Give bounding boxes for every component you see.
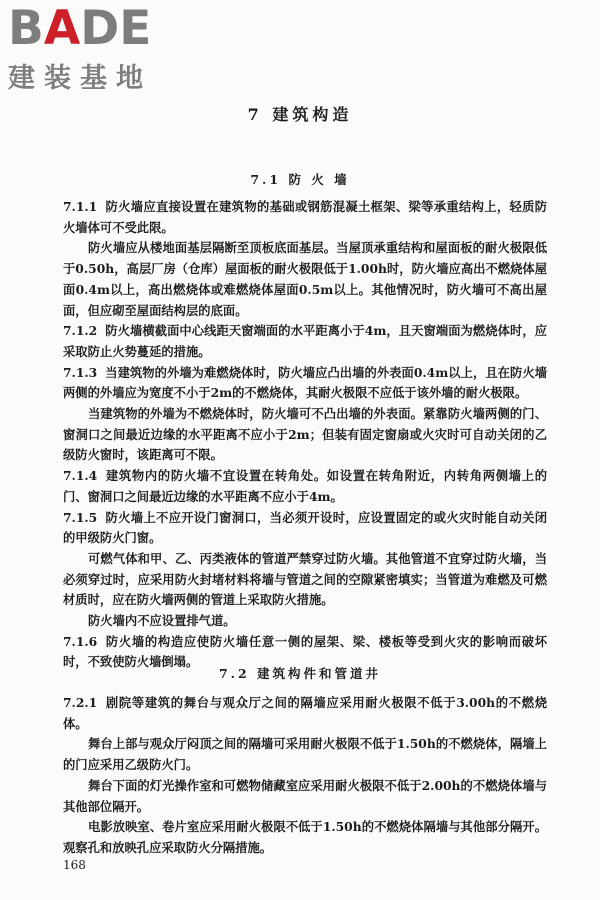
- section-7-1-body: [63, 197, 547, 673]
- chapter-title: 7 建筑构造: [247, 105, 353, 124]
- section-title-7-2: 7.2 建筑构件和管道井: [218, 666, 382, 681]
- paragraph: 防火墙应从楼地面基层隔断至顶板底面基层。当屋顶承重结构和屋面板的耐火极限低于0.50h，高层厂房（仓库）屋面板的耐火极限低于1.00h时，防火墙应高出不燃烧体屋面0.4m以上，高出燃烧体或难燃烧体屋面0.5m以上。其他情况时，防火墙可不高出屋面，但应砌至屋面结构层的底面。: [63, 240, 547, 318]
- clause: 7.1.6 防火墙的构造应使防火墙任意一侧的屋架、梁、楼板等受到火灾的影响而破坏时，不致使防火墙倒塌。: [63, 633, 547, 670]
- paragraph: 可燃气体和甲、乙、丙类液体的管道严禁穿过防火墙。其他管道不宜穿过防火墙，当必须穿过时，应采用防火封堵材料将墙与管道之间的空隙紧密填实；当管道为难燃及可燃材质时，应在防火墙两侧的管道上采取防火措施。: [63, 550, 547, 608]
- logo-accent-letter: A: [43, 1, 81, 56]
- paragraph: 防火墙内不应设置排气道。: [88, 613, 236, 629]
- bade-logo: [8, 1, 178, 95]
- clause: 7.1.3 当建筑物的外墙为难燃烧体时，防火墙应凸出墙的外表面0.4m以上，且在防火墙两侧的外墙应为宽度不小于2m的不燃烧体，其耐火极限不应低于该外墙的耐火极限。: [63, 364, 547, 401]
- paragraph: 当建筑物的外墙为不燃烧体时，防火墙可不凸出墙的外表面。紧靠防火墙两侧的门、窗洞口之间最近边缘的水平距离不应小于2m；但装有固定窗扇或火灾时可自动关闭的乙级防火窗时，该距离可不限。: [63, 406, 547, 463]
- paragraph: 舞台下面的灯光操作室和可燃物储藏室应采用耐火极限不低于2.00h的不燃烧体墙与其他部位隔开。: [63, 777, 547, 814]
- clause: 7.2.1 剧院等建筑的舞台与观众厅之间的隔墙应采用耐火极限不低于3.00h的不燃烧体。: [63, 695, 547, 731]
- page-number: 168: [63, 858, 86, 872]
- clause: 7.1.1 防火墙应直接设置在建筑物的基础或钢筋混凝土框架、梁等承重结构上，轻质防火墙体可不受此限。: [63, 199, 547, 235]
- logo-wordmark: BADE: [8, 1, 152, 56]
- paragraph: 电影放映室、卷片室应采用耐火极限不低于1.50h的不燃烧体隔墙与其他部分隔开。观察孔和放映孔应采取防火分隔措施。: [63, 819, 547, 855]
- section-7-2-body: [63, 693, 547, 859]
- logo-subtitle: 建装基地: [8, 63, 152, 94]
- clause: 7.1.4 建筑物内的防火墙不宜设置在转角处。如设置在转角附近，内转角两侧墙上的门、窗洞口之间最近边缘的水平距离不应小于4m。: [63, 468, 547, 504]
- clause: 7.1.2 防火墙横截面中心线距天窗端面的水平距离小于4m，且天窗端面为燃烧体时，应采取防止火势蔓延的措施。: [63, 323, 547, 359]
- section-title-7-1: 7.1 防 火 墙: [250, 172, 350, 187]
- paragraph: 舞台上部与观众厅闷顶之间的隔墙可采用耐火极限不低于1.50h的不燃烧体，隔墙上的门应采用乙级防火门。: [63, 736, 547, 773]
- clause: 7.1.5 防火墙上不应开设门窗洞口，当必须开设时，应设置固定的或火灾时能自动关闭的甲级防火门窗。: [63, 509, 547, 546]
